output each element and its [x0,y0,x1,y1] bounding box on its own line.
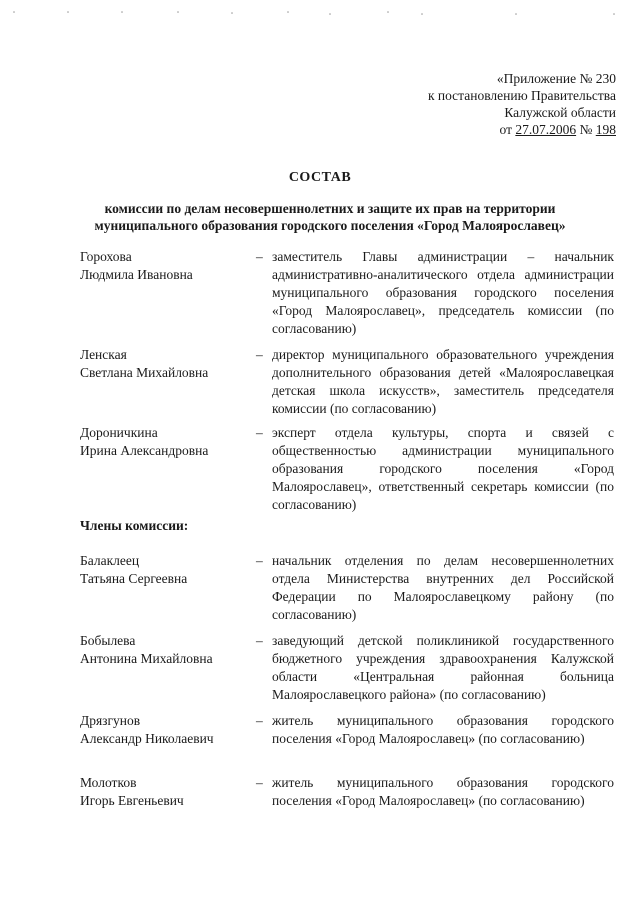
date-prefix: от [499,122,516,137]
person-surname: Дрязгунов [80,713,141,728]
document-subtitle [40,200,620,234]
person-surname: Балаклеец [80,553,140,568]
resolution-date: 27.07.2006 [515,122,577,137]
subtitle-line-1: комиссии по делам несовершеннолетних и защите их прав на территории [104,201,556,216]
dash-separator: – [256,249,263,264]
person-name [80,248,250,284]
person-name [80,774,250,810]
dash-separator: – [256,713,263,728]
person-surname: Молотков [80,775,137,790]
dash-separator: – [256,425,263,440]
person-surname: Дороничкина [80,425,158,440]
person-role: житель муниципального образования городского поселения «Город Малоярославец» (по согласованию) [272,713,614,746]
appendix-line-1: «Приложение № 230 [496,71,616,86]
person-role: начальник отделения по делам несовершеннолетних отдела Министерства внутренних дел Российской Федерации по Малоярославецкому району (по согласованию) [272,553,614,622]
members-heading: Члены комиссии: [80,518,189,533]
document-title: СОСТАВ [288,170,352,185]
person-surname: Горохова [80,249,132,264]
person-name [80,552,250,588]
dash-separator: – [256,633,263,648]
person-name [80,346,250,382]
person-role: житель муниципального образования городского поселения «Город Малоярославец» (по согласованию) [272,775,614,808]
scan-specks [0,0,640,20]
person-given-name: Игорь Евгеньевич [80,793,184,808]
person-role: директор муниципального образовательного учреждения дополнительного образования детей «Малоярославецкая детская школа искусств», заместитель председателя комиссии (по согласованию) [272,347,614,416]
person-name [80,712,250,748]
number-prefix: № [576,122,596,137]
person-role: заместитель Главы администрации – начальник административно-аналитического отдела администрации муниципального образования городского поселения «Город Малоярославец», председатель комиссии (по согласованию) [272,249,614,336]
person-surname: Ленская [80,347,127,362]
person-given-name: Татьяна Сергеевна [80,571,188,586]
appendix-line-4 [428,121,616,138]
person-name [80,632,250,668]
person-given-name: Александр Николаевич [80,731,214,746]
dash-separator: – [256,775,263,790]
person-given-name: Светлана Михайловна [80,365,209,380]
dash-separator: – [256,553,263,568]
subtitle-line-2: муниципального образования городского поселения «Город Малоярославец» [94,218,566,233]
person-role: заведующий детской поликлиникой государственного бюджетного учреждения здравоохранения Калужской области «Центральная районная больница Малоярославецкого района» (по согласованию) [272,633,614,702]
appendix-line-3: Калужской области [504,105,616,120]
person-name [80,424,250,460]
dash-separator: – [256,347,263,362]
appendix-note [428,70,616,138]
resolution-number: 198 [595,122,616,137]
person-given-name: Ирина Александровна [80,443,209,458]
person-given-name: Людмила Ивановна [80,267,193,282]
person-role: эксперт отдела культуры, спорта и связей с общественностью администрации муниципального образования городского поселения «Город Малоярославец», ответственный секретарь комиссии (по согласованию) [272,425,614,512]
appendix-line-2: к постановлению Правительства [427,88,616,103]
person-given-name: Антонина Михайловна [80,651,213,666]
person-surname: Бобылева [80,633,136,648]
